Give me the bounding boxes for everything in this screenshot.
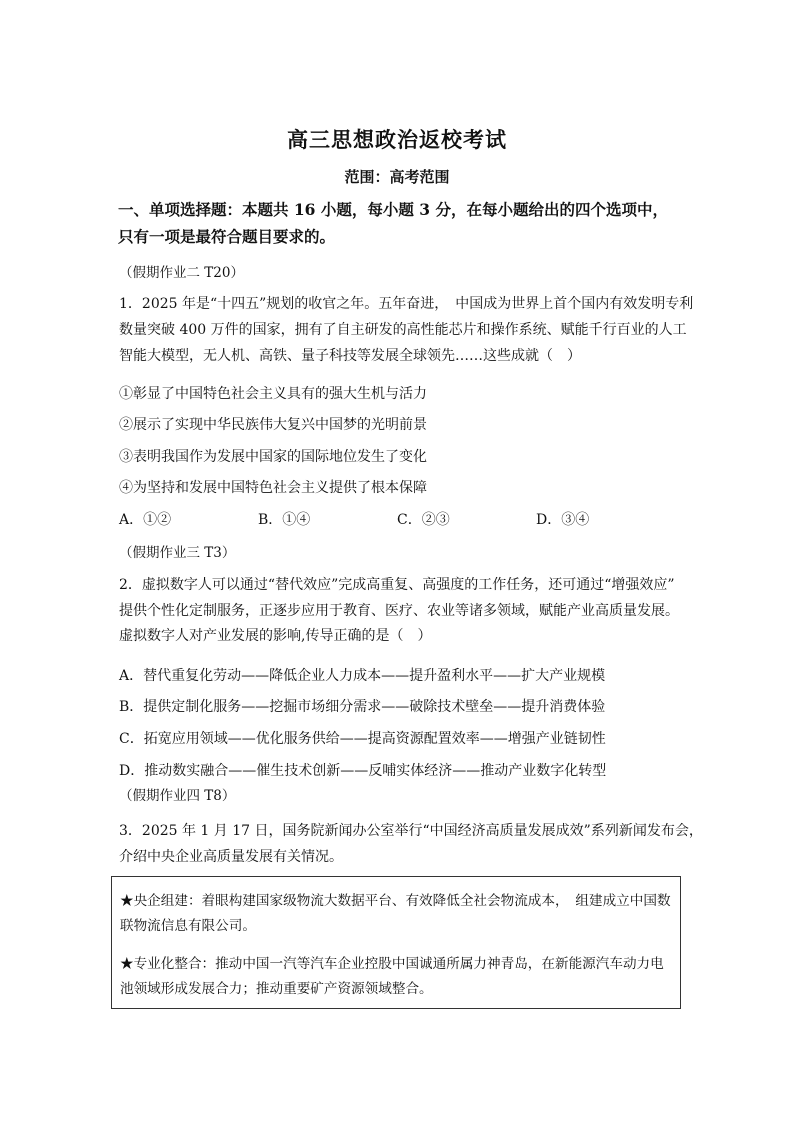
section-heading-line-2: 只有一项是最符合题目要求的。 bbox=[118, 227, 336, 246]
q2-stem-line-3: 虚拟数字人对产业发展的影响,传导正确的是（ ） bbox=[119, 628, 432, 644]
exam-scope: 范围：高考范围 bbox=[344, 168, 450, 186]
q3-material-box bbox=[111, 876, 681, 1009]
q1-source-note: （假期作业二 T20） bbox=[119, 265, 244, 281]
exam-title: 高三思想政治返校考试 bbox=[287, 127, 507, 152]
q1-stem-line-3: 智能大模型，无人机、高铁、量子科技等发展全球领先……这些成就（ ） bbox=[119, 348, 581, 364]
q1-stem-line-2: 数量突破 400 万件的国家，拥有了自主研发的高性能芯片和操作系统、赋能千行百业的人工 bbox=[119, 322, 687, 338]
q3-stem-line-2: 介绍中央企业高质量发展有关情况。 bbox=[119, 849, 343, 865]
q2-stem-line-1: 2．虚拟数字人可以通过“替代效应”完成高重复、高强度的工作任务，还可通过“增强效应” bbox=[119, 577, 675, 593]
q1-option-a[interactable]: A．①② bbox=[119, 512, 172, 528]
q3-box-line-2: 联物流信息有限公司。 bbox=[120, 918, 256, 934]
q1-option-b[interactable]: B．①④ bbox=[258, 512, 311, 528]
q3-box-line-1: ★央企组建：着眼构建国家级物流大数据平台、有效降低全社会物流成本， 组建成立中国数 bbox=[120, 893, 671, 909]
q3-stem-line-1: 3．2025 年 1 月 17 日，国务院新闻办公室举行“中国经济高质量发展成效”系列新闻发布会， bbox=[119, 823, 703, 839]
q2-option-b[interactable]: B．提供定制化服务——挖掘市场细分需求——破除技术壁垒——提升消费体验 bbox=[119, 699, 606, 715]
q2-option-d[interactable]: D．推动数实融合——催生技术创新——反哺实体经济——推动产业数字化转型 bbox=[119, 763, 607, 779]
q1-statement-3: ③表明我国作为发展中国家的国际地位发生了变化 bbox=[119, 449, 427, 465]
q3-box-line-4: 池领域形成发展合力；推动重要矿产资源领域整合。 bbox=[120, 981, 433, 997]
q1-option-d[interactable]: D．③④ bbox=[536, 512, 590, 528]
q3-box-line-3: ★专业化整合：推动中国一汽等汽车企业控股中国诚通所属力神青岛，在新能源汽车动力电 bbox=[120, 956, 664, 972]
q1-statement-1: ①彰显了中国特色社会主义具有的强大生机与活力 bbox=[119, 386, 427, 402]
section-heading-line-1: 一、单项选择题：本题共 16 小题，每小题 3 分，在每小题给出的四个选项中， bbox=[118, 200, 668, 219]
q1-option-c[interactable]: C．②③ bbox=[397, 512, 450, 528]
q2-option-a[interactable]: A．替代重复化劳动——降低企业人力成本——提升盈利水平——扩大产业规模 bbox=[119, 668, 606, 684]
q3-source-note: （假期作业四 T8） bbox=[119, 788, 236, 804]
q1-stem-line-1: 1．2025 年是“十四五”规划的收官之年。五年奋进， 中国成为世界上首个国内有效发明专利 bbox=[119, 296, 694, 312]
q2-source-note: （假期作业三 T3） bbox=[119, 545, 236, 561]
q1-statement-4: ④为坚持和发展中国特色社会主义提供了根本保障 bbox=[119, 480, 427, 496]
q2-option-c[interactable]: C．拓宽应用领域——优化服务供给——提高资源配置效率——增强产业链韧性 bbox=[119, 731, 606, 747]
q2-stem-line-2: 提供个性化定制服务，正逐步应用于教育、医疗、农业等诸多领域，赋能产业高质量发展。 bbox=[119, 603, 679, 619]
q1-statement-2: ②展示了实现中华民族伟大复兴中国梦的光明前景 bbox=[119, 417, 427, 433]
